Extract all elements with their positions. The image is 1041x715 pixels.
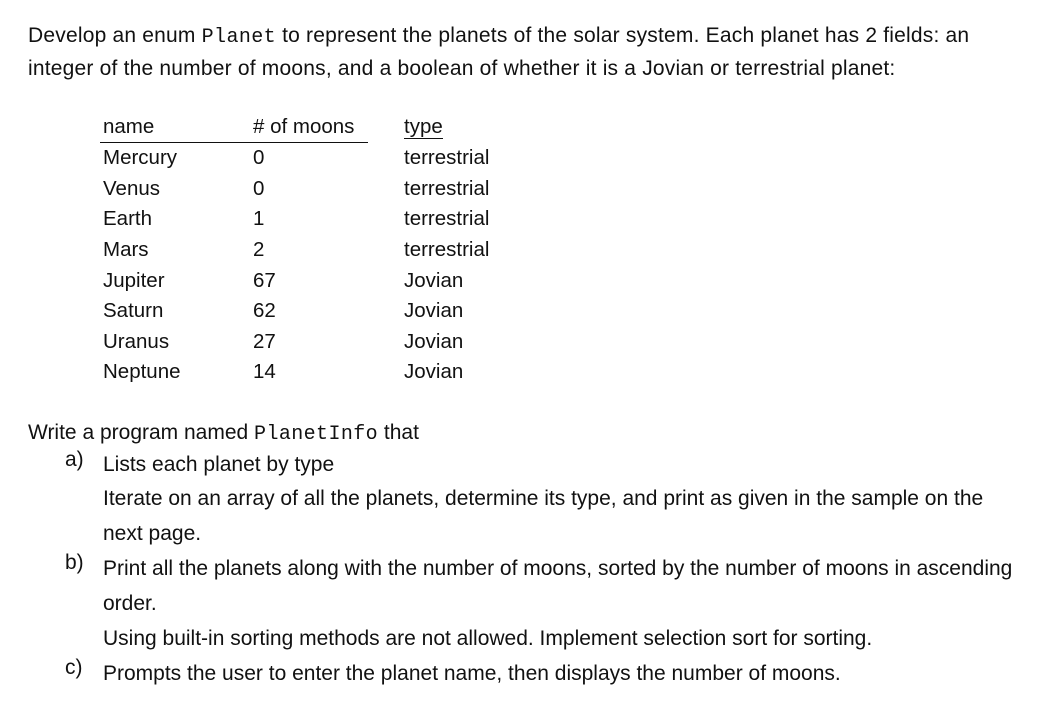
planet-name: Mars bbox=[103, 238, 149, 262]
item-text: Lists each planet by type bbox=[103, 453, 335, 476]
planet-moons: 0 bbox=[253, 146, 265, 170]
list-item bbox=[65, 551, 1015, 656]
intro-text-2: to represent the planets of the solar system. Each planet has 2 fields: an integer of the number of moons, and a boolean of whether it is a Jovian or terrestrial planet: bbox=[28, 24, 970, 80]
task-text-1: Write a program named bbox=[28, 421, 255, 444]
item-letter: b) bbox=[65, 551, 84, 574]
planet-name: Venus bbox=[103, 176, 160, 200]
table-row bbox=[100, 357, 489, 388]
planet-moons: 62 bbox=[253, 299, 276, 323]
item-text: Print all the planets along with the number of moons, sorted by the number of moons in ascending order. bbox=[103, 557, 1013, 615]
enum-name-code: Planet bbox=[201, 26, 277, 49]
table-row bbox=[100, 204, 489, 235]
planet-moons: 2 bbox=[253, 238, 265, 262]
planet-type: Jovian bbox=[404, 360, 464, 384]
intro-paragraph bbox=[28, 20, 1013, 84]
planet-type: Jovian bbox=[404, 299, 464, 323]
planet-name: Jupiter bbox=[103, 268, 165, 292]
item-detail: Iterate on an array of all the planets, determine its type, and print as given in the sample on the next page. bbox=[103, 487, 984, 545]
planet-moons: 27 bbox=[253, 329, 276, 353]
task-text-2: that bbox=[378, 421, 419, 444]
table-row bbox=[100, 235, 489, 266]
table-header-row bbox=[100, 112, 489, 143]
planet-type: Jovian bbox=[404, 268, 464, 292]
item-text: Prompts the user to enter the planet name, then displays the number of moons. bbox=[103, 662, 841, 685]
planet-moons: 1 bbox=[253, 207, 265, 231]
task-intro bbox=[28, 418, 419, 450]
intro-text-1: Develop an enum bbox=[28, 24, 202, 47]
list-item bbox=[65, 448, 1015, 551]
table-row bbox=[100, 143, 489, 174]
planet-name: Uranus bbox=[103, 329, 170, 353]
table-row bbox=[100, 265, 489, 296]
planet-table bbox=[100, 112, 489, 388]
planet-name: Earth bbox=[103, 207, 152, 231]
planet-type: terrestrial bbox=[404, 176, 490, 200]
planet-moons: 0 bbox=[253, 176, 265, 200]
header-type-label: type bbox=[404, 114, 443, 138]
header-name: name bbox=[100, 112, 253, 143]
item-detail: Using built-in sorting methods are not allowed. Implement selection sort for sorting. bbox=[103, 627, 873, 650]
planet-name: Neptune bbox=[103, 360, 181, 384]
item-letter: a) bbox=[65, 448, 84, 471]
list-item bbox=[65, 656, 1015, 691]
program-name-code: PlanetInfo bbox=[254, 423, 379, 446]
table-row bbox=[100, 174, 489, 205]
header-moons: # of moons bbox=[253, 112, 368, 143]
table-row bbox=[100, 327, 489, 358]
table-row bbox=[100, 296, 489, 327]
planet-name: Mercury bbox=[103, 146, 178, 170]
planet-moons: 67 bbox=[253, 268, 276, 292]
planet-type: terrestrial bbox=[404, 207, 490, 231]
task-list bbox=[65, 448, 1015, 691]
planet-type: Jovian bbox=[404, 329, 464, 353]
planet-name: Saturn bbox=[103, 299, 164, 323]
planet-type: terrestrial bbox=[404, 146, 490, 170]
header-type bbox=[368, 112, 489, 143]
item-letter: c) bbox=[65, 656, 83, 679]
planet-type: terrestrial bbox=[404, 238, 490, 262]
planet-moons: 14 bbox=[253, 360, 276, 384]
